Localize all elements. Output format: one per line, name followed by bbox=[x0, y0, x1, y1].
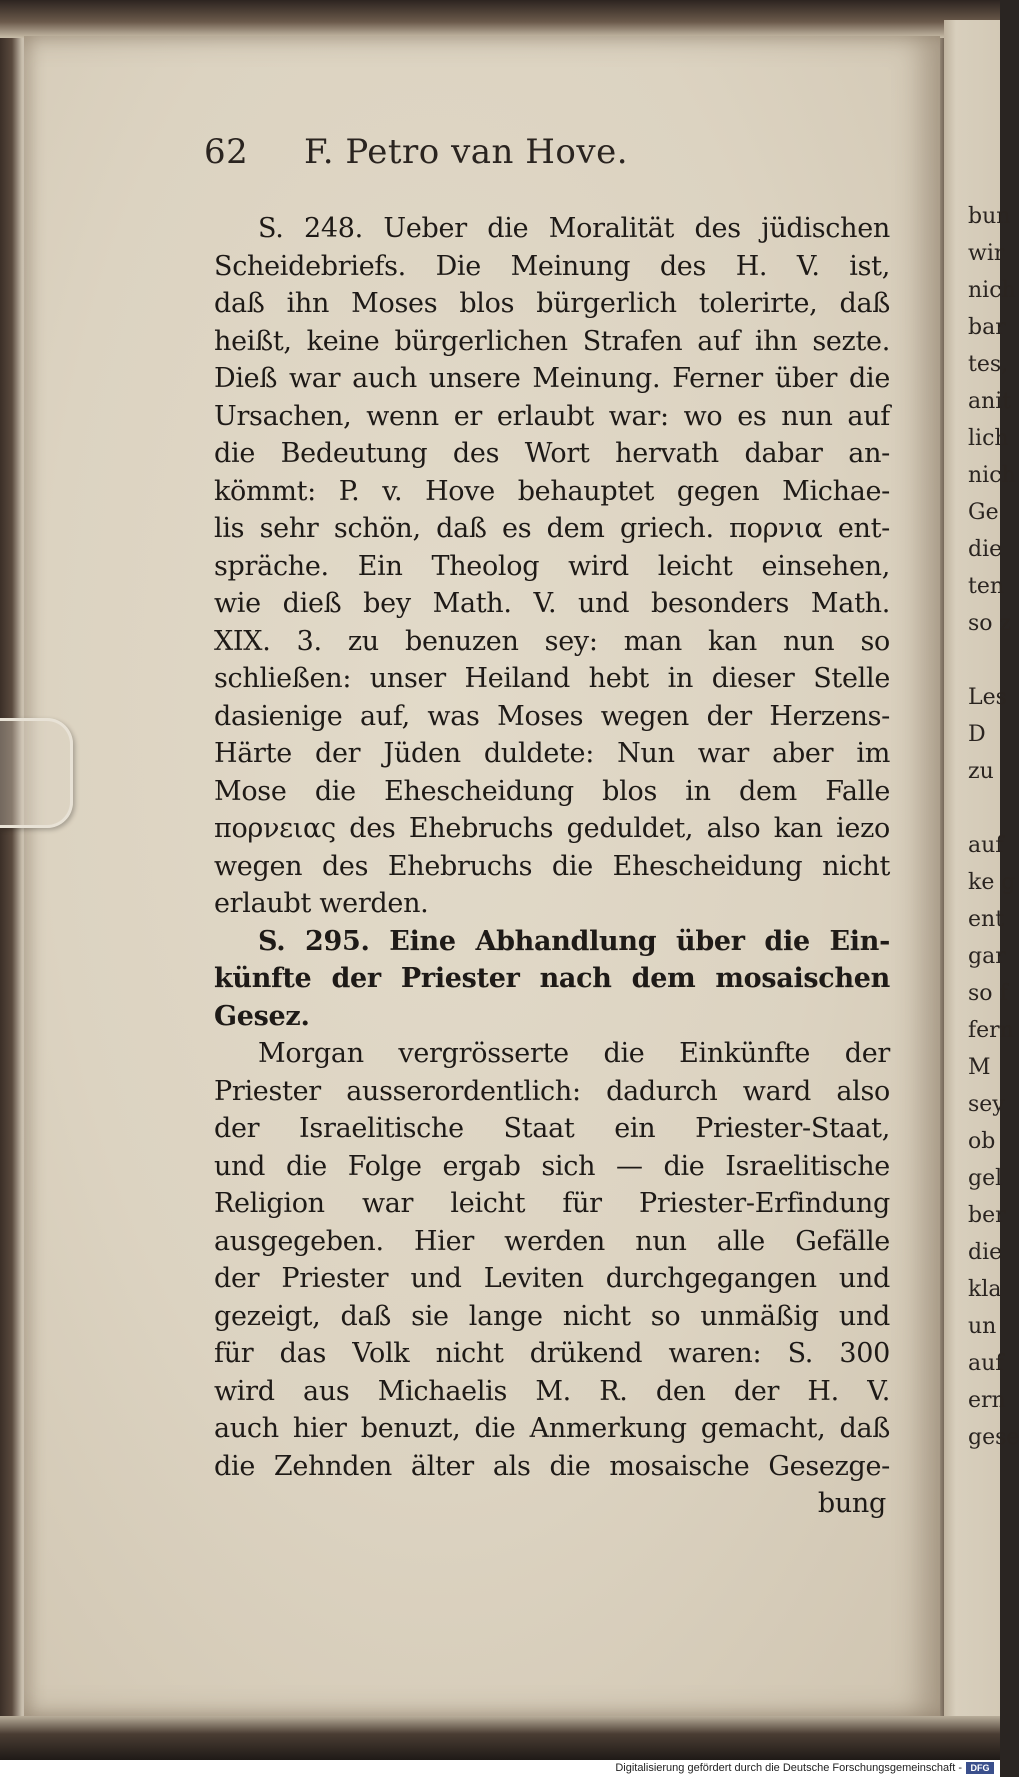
facing-page-fragment: M bbox=[968, 1055, 991, 1080]
facing-page-fragment: ent bbox=[968, 907, 1005, 932]
facing-page-fragment: D bbox=[968, 722, 986, 747]
text-line: ausgegeben. Hier werden nun alle Gefälle bbox=[214, 1225, 890, 1257]
text-line: gezeigt, daß sie lange nicht so unmäßig und bbox=[214, 1300, 890, 1332]
facing-page-fragment: gel bbox=[968, 1166, 1003, 1191]
facing-page-fragment: tes, bbox=[968, 352, 1009, 377]
page-clip bbox=[0, 718, 73, 828]
digitization-footer bbox=[0, 1760, 1000, 1777]
facing-page-fragment: ob bbox=[968, 1129, 996, 1154]
text-line: kömmt: P. v. Hove behauptet gegen Michae- bbox=[214, 475, 890, 507]
facing-page-fragment: ern bbox=[968, 1388, 1006, 1413]
text-line: πορνειας des Ehebruchs geduldet, also kan iezo bbox=[214, 813, 890, 844]
facing-page-fragment: die bbox=[968, 1240, 1003, 1265]
facing-page-fragment bbox=[944, 642, 1019, 679]
text-line: Religion war leicht für Priester-Erfindung bbox=[214, 1188, 890, 1219]
body-text bbox=[214, 210, 890, 1523]
text-line: Dieß war auch unsere Meinung. Ferner über die bbox=[214, 363, 890, 394]
facing-page-fragment: ten bbox=[968, 574, 1005, 599]
text-line: Scheidebriefs. Die Meinung des H. V. ist, bbox=[214, 250, 890, 282]
facing-page-fragment: ke g bbox=[968, 870, 1016, 895]
text-line: Mose die Ehescheidung blos in dem Falle bbox=[214, 775, 890, 807]
facing-page-fragment: zu bbox=[968, 759, 994, 784]
text-line: schließen: unser Heiland hebt in dieser Stelle bbox=[214, 663, 890, 694]
facing-page-fragment: kla bbox=[968, 1277, 1002, 1302]
facing-page-fragment: so f bbox=[968, 981, 1008, 1006]
facing-page-fragment: nich bbox=[968, 278, 1016, 303]
page-number: 62 bbox=[204, 132, 249, 172]
running-title: F. Petro van Hove. bbox=[304, 132, 629, 172]
facing-page-fragment: auf bbox=[968, 833, 1004, 858]
text-line: daß ihn Moses blos bürgerlich tolerirte, daß bbox=[214, 288, 890, 319]
facing-page-fragment: ber bbox=[968, 1203, 1006, 1228]
book-top-edge bbox=[0, 0, 1000, 38]
text-line: Härte der Jüden duldete: Nun war aber im bbox=[214, 738, 890, 769]
facing-page-fragment: so z bbox=[968, 611, 1012, 636]
text-line: dasienige auf, was Moses wegen der Herzens- bbox=[214, 700, 890, 732]
text-line: wegen des Ehebruchs die Ehescheidung nicht bbox=[214, 850, 890, 882]
footer-credit: Digitalisierung gefördert durch die Deutsche Forschungsgemeinschaft - bbox=[615, 1762, 962, 1774]
book-bottom-edge bbox=[0, 1716, 1000, 1760]
text-line: wird aus Michaelis M. R. den der H. V. bbox=[214, 1375, 890, 1407]
text-line: Gesez. bbox=[214, 1000, 310, 1032]
facing-page-fragment: Les bbox=[968, 685, 1007, 710]
facing-page-fragment: fern bbox=[968, 1018, 1014, 1043]
text-line: die Zehnden älter als die mosaische Gesezge- bbox=[214, 1450, 890, 1482]
facing-page-fragment: Ge bbox=[968, 500, 999, 525]
text-line: Morgan vergrösserte die Einkünfte der bbox=[258, 1038, 890, 1069]
text-line: der Israelitische Staat ein Priester-Staat, bbox=[214, 1113, 890, 1144]
facing-page-fragment: lich bbox=[968, 426, 1009, 451]
text-line: die Bedeutung des Wort hervath dabar an- bbox=[214, 438, 890, 469]
text-line: künfte der Priester nach dem mosaischen bbox=[214, 963, 890, 994]
text-line: heißt, keine bürgerlichen Strafen auf ihn sezte. bbox=[214, 325, 890, 357]
catchword: bung bbox=[817, 1488, 886, 1519]
facing-page-fragment: auf bbox=[968, 1351, 1004, 1376]
facing-page-fragment: sey bbox=[968, 1092, 1005, 1117]
facing-page-fragment: bun bbox=[968, 204, 1011, 229]
text-line: für das Volk nicht drükend waren: S. 300 bbox=[214, 1338, 890, 1369]
facing-page-fragment: die bbox=[968, 537, 1003, 562]
facing-page-edge bbox=[944, 20, 1019, 1720]
facing-page-fragment: gese bbox=[968, 1425, 1019, 1450]
text-line: spräche. Ein Theolog wird leicht einsehen, bbox=[214, 550, 890, 582]
text-line: XIX. 3. zu benuzen sey: man kan nun so bbox=[214, 625, 890, 657]
text-line: und die Folge ergab sich — die Israelitische bbox=[214, 1150, 890, 1182]
dfg-logo: DFG bbox=[966, 1762, 994, 1774]
facing-page-fragment bbox=[944, 790, 1019, 827]
running-header bbox=[204, 132, 764, 182]
text-line: Priester ausserordentlich: dadurch ward also bbox=[214, 1075, 890, 1107]
text-line: erlaubt werden. bbox=[214, 888, 429, 919]
facing-page-fragment: gar bbox=[968, 944, 1006, 969]
text-line: Ursachen, wenn er erlaubt war: wo es nun auf bbox=[214, 400, 890, 432]
text-line: lis sehr schön, daß es dem griech. πορνια ent- bbox=[214, 513, 890, 544]
facing-page-fragment: un bbox=[968, 1314, 997, 1339]
text-line: wie dieß bey Math. V. und besonders Math. bbox=[214, 588, 890, 619]
facing-page-fragment: bar bbox=[968, 315, 1006, 340]
text-line: auch hier benuzt, die Anmerkung gemacht, daß bbox=[214, 1413, 890, 1444]
text-line: S. 248. Ueber die Moralität des jüdischen bbox=[258, 213, 890, 244]
text-line: der Priester und Leviten durchgegangen und bbox=[214, 1263, 890, 1294]
facing-page-fragment: nich bbox=[968, 463, 1016, 488]
facing-page-fragment: anit bbox=[968, 389, 1012, 414]
facing-page-fragment: wir bbox=[968, 241, 1005, 266]
text-line: S. 295. Eine Abhandlung über die Ein- bbox=[258, 925, 890, 957]
